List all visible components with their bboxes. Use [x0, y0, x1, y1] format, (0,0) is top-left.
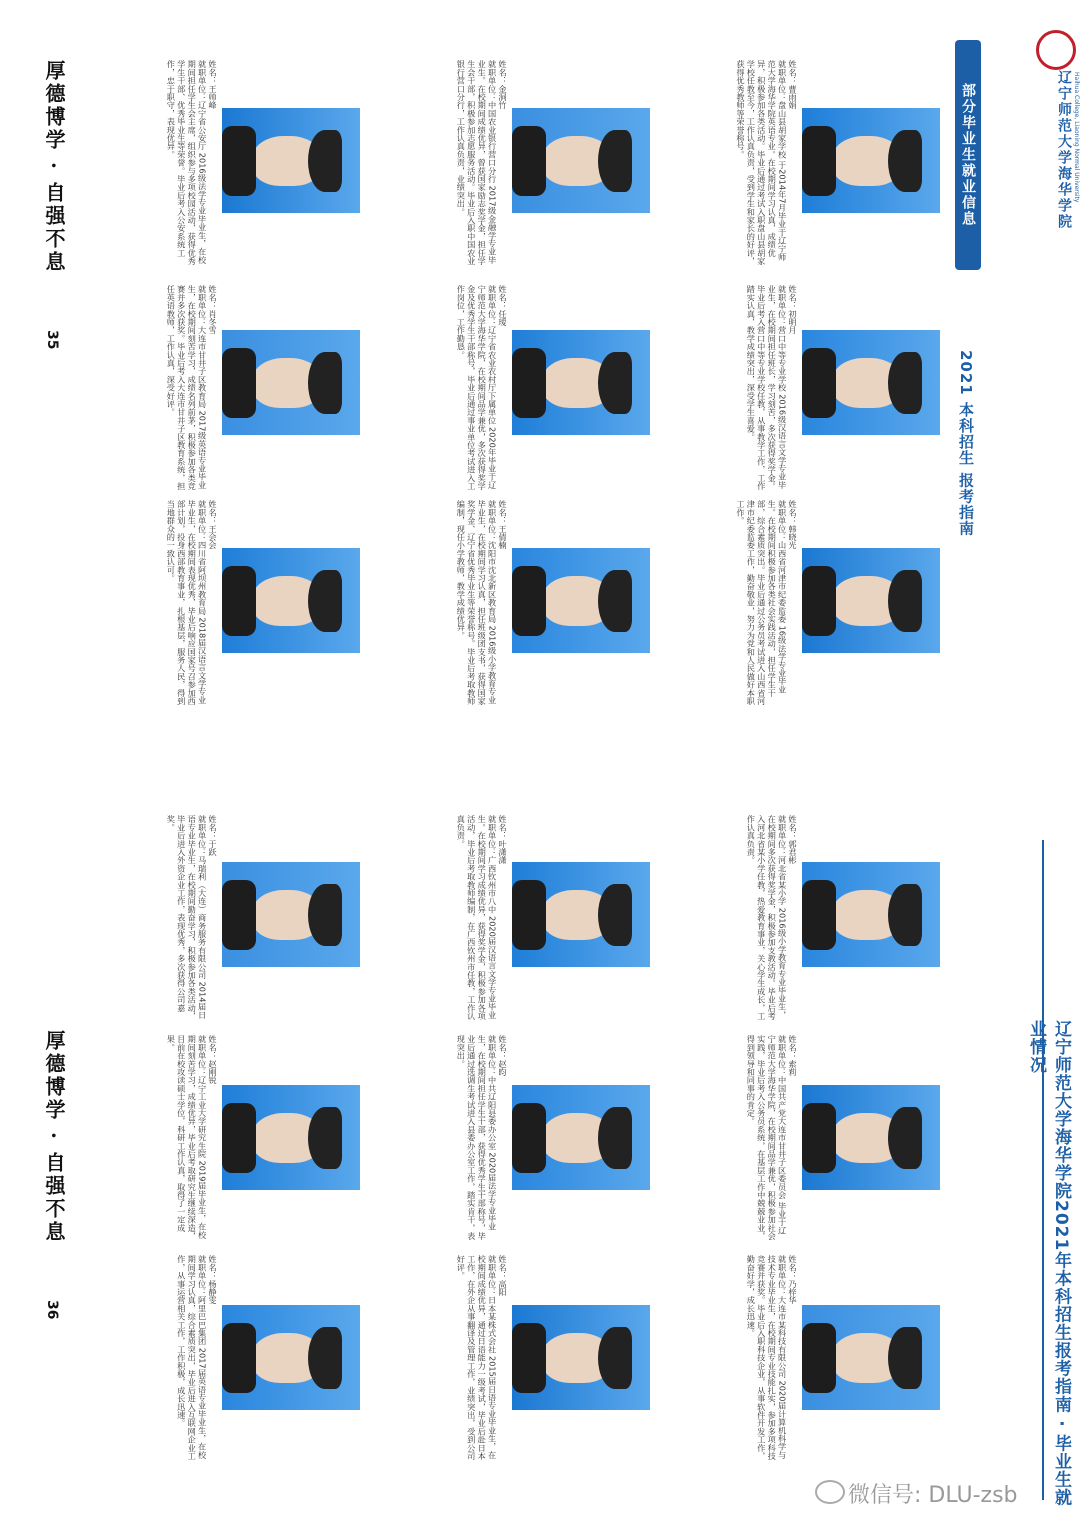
- profile-name: 姓名：初明月: [788, 285, 798, 335]
- profile-photo: [222, 862, 360, 967]
- profile-description: 就职单位：中国农业银行营口分行 2017级金融学专业毕业生。在校期间成绩优异，曾获国家励志奖学金，担任学生会干部，积极参加志愿服务活动。毕业后入职中国农业银行营口分行，工作认真负责，业绩突出。: [456, 60, 498, 265]
- hair-shape-icon: [598, 884, 632, 946]
- college-name-en: Haihua College, Liaoning Normal University: [1073, 72, 1080, 203]
- profile-name: 姓名：金洞竹: [498, 60, 508, 110]
- shoulders-shape-icon: [222, 880, 256, 950]
- profile-text: [390, 60, 508, 265]
- profile-name: 姓名：赵刚锐: [208, 1035, 218, 1085]
- profile-description: 就职单位：辽宁省公安厅 2016级法学专业毕业生，在校期间担任学生会主席，组织参与多项校园活动，获得优秀学生干部、优秀毕业生等荣誉。毕业后考入公安系统工作，忠于职守，表现优异。: [166, 60, 208, 265]
- shoulders-shape-icon: [222, 1323, 256, 1393]
- profile-name: 姓名：索莉: [788, 1035, 798, 1076]
- profile-description: 就职单位：日本某株式会社 2015届日语专业毕业生，在校期间成绩优异，通过日语能力一级考试，毕业后赴日本工作，在外企从事翻译及管理工作，业绩突出，受到公司好评。: [456, 1255, 498, 1460]
- profile-name: 姓名：乃梓华: [788, 1255, 798, 1305]
- hair-shape-icon: [598, 570, 632, 632]
- band-title: 辽宁师范大学海华学院2021年本科招生报考指南 · 毕业生就业情况: [1026, 1020, 1071, 1507]
- hair-shape-icon: [598, 1327, 632, 1389]
- profile-text: [100, 500, 218, 705]
- shoulders-shape-icon: [222, 126, 256, 196]
- shoulders-shape-icon: [512, 348, 546, 418]
- shoulders-shape-icon: [512, 566, 546, 636]
- page-number-right: 36: [44, 1300, 60, 1320]
- profile-photo: [222, 108, 360, 213]
- hair-shape-icon: [308, 1107, 342, 1169]
- college-seal-icon: [1036, 30, 1076, 70]
- profile-photo: [802, 108, 940, 213]
- profile-text: [390, 1035, 508, 1240]
- shoulders-shape-icon: [222, 348, 256, 418]
- profile-photo: [222, 1085, 360, 1190]
- wechat-id: 微信号: DLU-zsb: [848, 1483, 1018, 1508]
- shoulders-shape-icon: [802, 1323, 836, 1393]
- profile-text: [100, 1255, 218, 1460]
- profile-photo: [802, 1305, 940, 1410]
- profile-description: 就职单位：中国共产党大连市甘井子区委员会 毕业于辽宁师范大学海华学院，在校期间品学兼优，积极参加社会实践，毕业后考入公务员系统，在基层工作中兢兢业业，得到领导和同事的肯定。: [746, 1035, 788, 1240]
- profile-text: [100, 60, 218, 265]
- shoulders-shape-icon: [802, 566, 836, 636]
- profile-name: 姓名：王倩楠: [498, 500, 508, 550]
- hair-shape-icon: [888, 570, 922, 632]
- hair-shape-icon: [888, 352, 922, 414]
- profile-name: 姓名：杨静雯: [208, 1255, 218, 1305]
- profile-description: 就职单位：盘山县胡家学校 于2014年7月毕业于辽宁师范大学海华学院英语专业。在校期间学习认真，成绩优异，积极参加各类活动。毕业后通过考试入职盘山县胡家学校任教至今，工作认真负责，受到学生和家长的好评，获得优秀教师等荣誉称号。: [735, 60, 788, 265]
- profile-photo: [512, 548, 650, 653]
- profile-text: [680, 285, 798, 490]
- profile-description: 就职单位：四川省阿坝州教育局 2018届汉语言文学专业毕业生，在校期间表现优秀，毕业后响应国家号召参加西部计划，投身西部教育事业，扎根基层，服务人民，得到当地群众的一致认可。: [166, 500, 208, 705]
- profile-text: [680, 815, 798, 1020]
- profile-description: 就职单位：河北省某小学 2016级小学教育专业毕业生，在校期间多次获得奖学金，积极参加支教活动。毕业后考入河北省某小学任教，热爱教育事业，关心学生成长，工作认真负责。: [746, 815, 788, 1020]
- profile-name: 姓名：赵昀: [498, 1035, 508, 1076]
- hair-shape-icon: [888, 884, 922, 946]
- profile-photo: [512, 1085, 650, 1190]
- hair-shape-icon: [888, 1107, 922, 1169]
- page-number-left: 35: [44, 330, 60, 350]
- profile-description: 就职单位：中共辽阳县委办公室 2020届法学专业毕业生，在校期间担任学生干部，获得优秀学生干部称号，毕业后通过选调生考试进入县委办公室工作，踏实肯干，表现突出。: [456, 1035, 498, 1240]
- hair-shape-icon: [598, 352, 632, 414]
- profile-text: [390, 815, 508, 1020]
- profile-description: 就职单位：山西省河津市纪委监委 16级法学专业毕业生。在校期间积极参加各类社会实践活动，担任学生干部，综合素质突出。毕业后通过公务员考试进入山西省河津市纪委监委工作，勤奋敬业，努力为党和人民做好本职工作。: [735, 500, 788, 705]
- college-name: 辽宁师范大学海华学院: [1056, 70, 1072, 230]
- wechat-icon: [815, 1480, 845, 1504]
- profile-photo: [512, 108, 650, 213]
- profile-text: [390, 285, 508, 490]
- profile-description: 就职单位：大连市某科技有限公司 2020届计算机科学与技术专业毕业生，在校期间专业技能扎实，参加多项科技竞赛并获奖。毕业后入职科技企业，从事软件开发工作，勤奋好学，成长迅速。: [746, 1255, 788, 1460]
- profile-description: 就职单位：辽宁工业大学研究生院 2019届毕业生，在校期间刻苦学习，成绩优异，毕业后考取研究生继续深造，目前在校攻读硕士学位，科研工作认真，取得了一定成果。: [166, 1035, 208, 1240]
- hair-shape-icon: [888, 1327, 922, 1389]
- profile-description: 就职单位：广西钦州市八中 2020届汉语言文学专业毕业生。在校期间学习成绩优异，获得奖学金，积极参加各项活动，毕业后考取教师编制，在广西钦州市任教，工作认真负责。: [456, 815, 498, 1020]
- profile-name: 姓名：曹雨娟: [788, 60, 798, 110]
- profile-text: [390, 1255, 508, 1460]
- profile-photo: [802, 330, 940, 435]
- profile-photo: [802, 1085, 940, 1190]
- profile-photo: [512, 862, 650, 967]
- shoulders-shape-icon: [802, 880, 836, 950]
- profile-name: 姓名：王帅峰: [208, 60, 218, 110]
- hair-shape-icon: [308, 352, 342, 414]
- profile-photo: [222, 1305, 360, 1410]
- profile-photo: [512, 1305, 650, 1410]
- shoulders-shape-icon: [512, 1103, 546, 1173]
- profile-photo: [512, 330, 650, 435]
- footer-slogan-left: 厚德博学 · 自强不息: [42, 60, 66, 274]
- profile-text: [680, 1035, 798, 1240]
- profile-text: [680, 1255, 798, 1460]
- profile-name: 姓名：叶潇潇: [498, 815, 508, 865]
- hair-shape-icon: [888, 130, 922, 192]
- profile-text: [100, 285, 218, 490]
- profile-name: 姓名：王会会: [208, 500, 218, 550]
- hair-shape-icon: [308, 1327, 342, 1389]
- hair-shape-icon: [308, 570, 342, 632]
- section-tab: 部分毕业生就业信息: [955, 40, 981, 270]
- profile-name: 姓名：于跃: [208, 815, 218, 856]
- shoulders-shape-icon: [802, 126, 836, 196]
- hair-shape-icon: [308, 884, 342, 946]
- profile-photo: [802, 548, 940, 653]
- profile-text: [390, 500, 508, 705]
- shoulders-shape-icon: [512, 1323, 546, 1393]
- shoulders-shape-icon: [512, 126, 546, 196]
- profile-photo: [222, 330, 360, 435]
- profile-description: 就职单位：辽宁省农业农村厅下属单位 2020年毕业于辽宁师范大学海华学院，在校期间品学兼优，多次获得奖学金及优秀学生干部称号，毕业后通过事业单位考试进入工作岗位，工作勤恳。: [456, 285, 498, 490]
- shoulders-shape-icon: [802, 1103, 836, 1173]
- hair-shape-icon: [598, 1107, 632, 1169]
- profile-description: 就职单位：阿里巴巴集团 2017届英语专业毕业生，在校期间学习认真，综合素质突出，毕业后进入互联网企业工作，从事运营相关工作，工作积极，成长迅速。: [176, 1255, 208, 1460]
- shoulders-shape-icon: [222, 566, 256, 636]
- profile-description: 就职单位：沈阳市沈北新区教育局 2016级小学教育专业毕业生，在校期间学习认真，担任班级团支书，获得国家奖学金、辽宁省优秀毕业生等荣誉称号。毕业后考取教师编制，现任小学教师，教学成绩优异。: [456, 500, 498, 705]
- profile-text: [680, 500, 798, 705]
- profile-name: 姓名：高阳: [498, 1255, 508, 1296]
- shoulders-shape-icon: [512, 880, 546, 950]
- profile-photo: [802, 862, 940, 967]
- profile-photo: [222, 548, 360, 653]
- profile-text: [680, 60, 798, 265]
- profile-text: [100, 1035, 218, 1240]
- guide-subtitle: 2021 本科招生 报考指南: [957, 350, 975, 537]
- shoulders-shape-icon: [222, 1103, 256, 1173]
- shoulders-shape-icon: [802, 348, 836, 418]
- profile-name: 姓名：郭君彬: [788, 815, 798, 865]
- profile-name: 姓名：韩晓光: [788, 500, 798, 550]
- profile-name: 姓名：任瑷: [498, 285, 508, 326]
- hair-shape-icon: [308, 130, 342, 192]
- hair-shape-icon: [598, 130, 632, 192]
- profile-description: 就职单位：马瑞利（大连）商务服务有限公司 2014届日语专业毕业生，在校期间勤奋学习，积极参加各类活动，毕业后进入外资企业工作，表现优秀，多次获得公司嘉奖。: [166, 815, 208, 1020]
- profile-description: 就职单位：营口中等专业学校 2016级汉语言文学专业毕业生，在校期间担任班长，学习刻苦，多次获得奖学金。毕业后考入营口中等专业学校任教，从事教学工作，工作踏实认真，教学成绩突出，深受学生喜爱。: [746, 285, 788, 490]
- profile-text: [100, 815, 218, 1020]
- profile-name: 姓名：肖冬雪: [208, 285, 218, 335]
- profile-description: 就职单位：大连市甘井子区教育局 2017级英语专业毕业生，在校期间刻苦学习，成绩名列前茅，积极参加各类竞赛并多次获奖。毕业后考入大连市甘井子区教育系统，担任英语教师，工作认真，深受好评。: [166, 285, 208, 490]
- footer-slogan-right: 厚德博学 · 自强不息: [42, 1030, 66, 1244]
